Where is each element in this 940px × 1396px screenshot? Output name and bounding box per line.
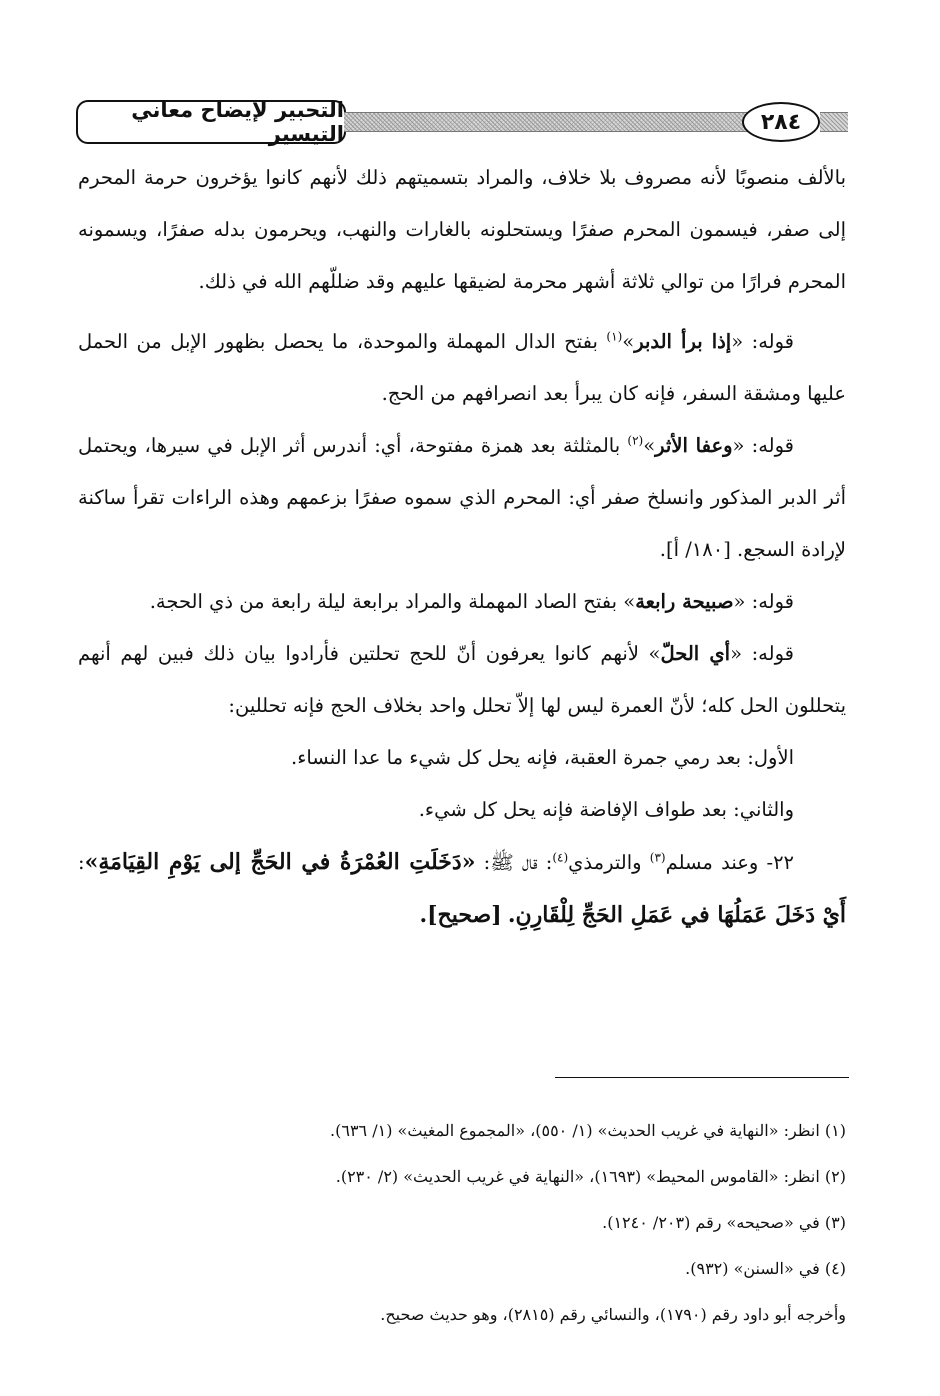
book-title: التحبير لإيضاح معاني التيسير <box>131 98 344 146</box>
footnote-ref-1: (١) <box>606 329 623 344</box>
footnote-ref-2: (٢) <box>627 433 644 448</box>
paragraph-continued: بالألف منصوبًا لأنه مصروف بلا خلاف، والمراد بتسميتهم ذلك لأنهم كانوا يؤخرون حرمة المحرم إلى صفر، فيسمون المحرم صفرًا ويستحلونه بالغارات والنهب، ويحرمون بدله صفرًا، ويسمونه المحرم فرارًا من توالي ثلاثة أشهر محرمة لضيقها عليهم وقد ضللّهم الله في ذلك. <box>78 166 846 293</box>
page-number: ٢٨٤ <box>760 109 802 135</box>
footnote-2: (٢) انظر: «القاموس المحيط» (١٦٩٣)، «النهاية في غريب الحديث» (٢/ ٢٣٠). <box>335 1167 846 1186</box>
footnotes <box>78 1108 846 1338</box>
book-title-box <box>76 100 346 144</box>
header-decorative-band <box>344 112 748 132</box>
quoted-term: صبيحة رابعة <box>635 590 734 613</box>
hadith-explanation: أَيْ دَخَلَ عَمَلُهَا في عَمَلِ الحَجِّ لِلْقَارِنِ. <box>507 902 846 928</box>
main-text <box>78 152 846 942</box>
footnote-3: (٣) في «صحيحه» رقم (٢٠٣/ ١٢٤٠). <box>602 1213 846 1232</box>
paragraph-wa-afa: قوله: «وعفا الأثر»$^{(٢)}$ بالمثلثة بعد همزة مفتوحة، أي: أندرس أثر الإبل في سيرها، ويحتمل أثر الدبر المذكور وانسلخ صفر أي: المحرم الذي سموه صفرًا بزعمهم وهذه الراءات تقرأ ساكنة لإرادة السجع. [١٨٠/ أ]. <box>78 433 846 561</box>
footnote-ref-3: (٣) <box>649 850 666 865</box>
paragraph-second: والثاني: بعد طواف الإفاضة فإنه يحل كل شيء. <box>418 798 794 821</box>
hadith-grade: [صحيح]. <box>419 902 502 928</box>
footnote-divider <box>555 1077 849 1078</box>
hadith-text: «دَخَلَتِ العُمْرَةُ في الحَجِّ إلى يَوْمِ القِيَامَةِ» <box>84 849 476 875</box>
footnote-ref-4: (٤) <box>552 850 569 865</box>
header-decorative-band-end <box>820 112 848 132</box>
footnote-4: (٤) في «السنن» (٩٣٢). <box>685 1259 846 1278</box>
paragraph-first: الأول: بعد رمي جمرة العقبة، فإنه يحل كل شيء ما عدا النساء. <box>291 746 794 769</box>
hadith-22: ٢٢- وعند مسلم$^{(٣)}$ والترمذي$^{(٤)}$: قال ﷺ: «دَخَلَتِ العُمْرَةُ في الحَجِّ إلى يَوْمِ القِيَامَةِ»: أَيْ دَخَلَ عَمَلُهَا في عَمَلِ الحَجِّ لِلْقَارِنِ. [صحيح]. <box>78 849 846 928</box>
paragraph-subayha: قوله: «صبيحة رابعة» بفتح الصاد المهملة والمراد برابعة ليلة رابعة من ذي الحجة. <box>149 590 794 613</box>
paragraph-idha-bara: قوله: «إذا برأ الدبر»$^{(١)}$ بفتح الدال المهملة والموحدة، ما يحصل بظهور الإبل من الحمل عليها ومشقة السفر، فإنه كان يبرأ بعد انصرافهم من الحج. <box>78 329 846 405</box>
quoted-term: إذا برأ الدبر <box>634 330 732 353</box>
running-header <box>76 100 848 148</box>
paragraph-ay-alhill: قوله: «أي الحلّ» لأنهم كانوا يعرفون أنّ للحج تحلتين فأرادوا بيان ذلك فبين لهم أنهم يتحللون الحل كله؛ لأنّ العمرة ليس لها إلاّ تحلل واحد بخلاف الحج فإنه تحللين: <box>78 642 846 717</box>
page-number-oval <box>742 102 820 142</box>
quoted-term: أي الحلّ <box>660 642 731 665</box>
quoted-term: وعفا الأثر <box>655 434 733 457</box>
footnote-4-continued: وأخرجه أبو داود رقم (١٧٩٠)، والنسائي رقم (٢٨١٥)، وهو حديث صحيح. <box>380 1305 846 1324</box>
footnote-1: (١) انظر: «النهاية في غريب الحديث» (١/ ٥٥٠)، «المجموع المغيث» (١/ ٦٣٦). <box>330 1121 846 1140</box>
